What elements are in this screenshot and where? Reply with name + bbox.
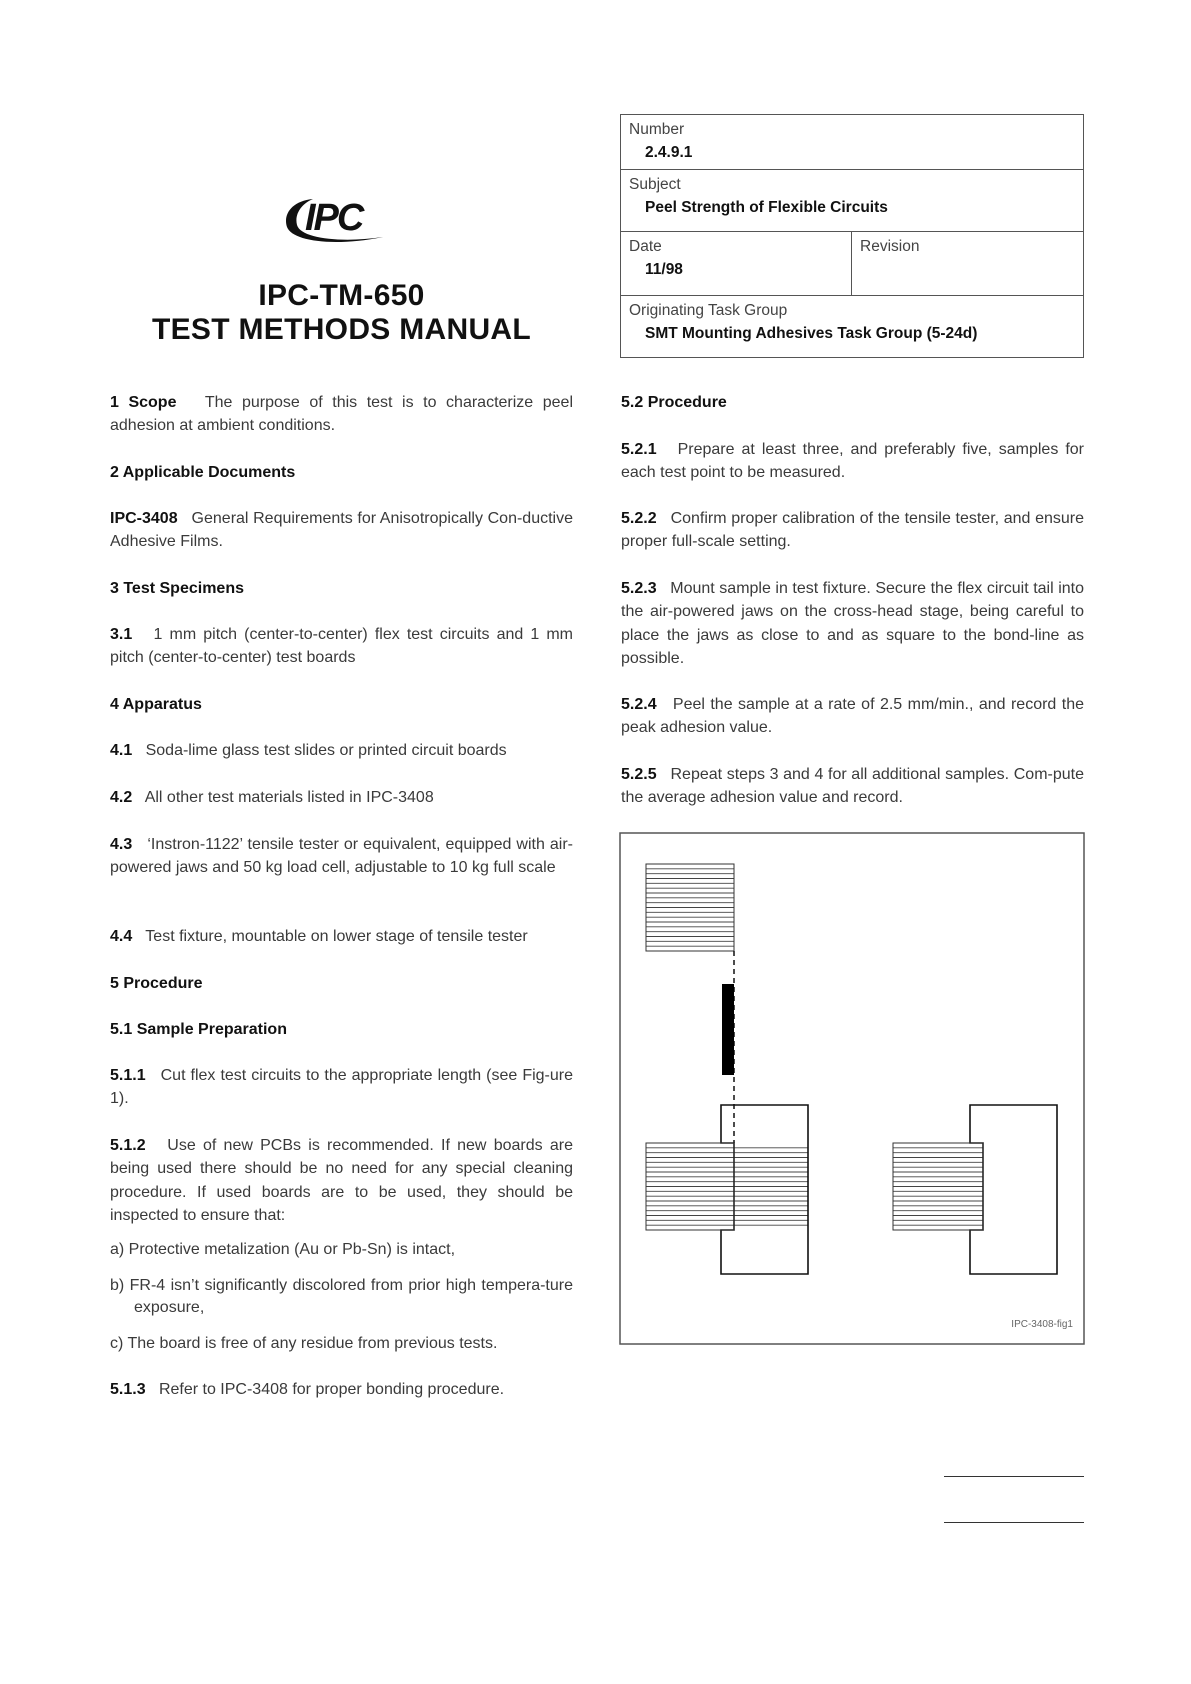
section-number: 5.2.2 (621, 510, 657, 527)
section-text: Cut flex test circuits to the appropriate length (see Fig-ure 1). (110, 1067, 573, 1108)
section-number: 4.2 (110, 789, 133, 806)
section-2-heading: 2 Applicable Documents (110, 464, 296, 481)
section-number: 5.1.2 (110, 1137, 146, 1154)
task-group-label: Originating Task Group (629, 302, 788, 319)
section-5-heading: 5 Procedure (110, 975, 203, 992)
number-value: 2.4.9.1 (645, 144, 693, 161)
footer-rule (944, 1522, 1084, 1523)
section-number: 5.1.1 (110, 1067, 146, 1084)
list-item: b) FR-4 isn’t significantly discolored from prior high tempera-ture exposure, (110, 1277, 573, 1316)
section-text: Soda-lime glass test slides or printed circuit boards (145, 742, 507, 759)
date-label: Date (629, 238, 662, 255)
section-number: 4.1 (110, 742, 133, 759)
section-4-heading: 4 Apparatus (110, 696, 202, 713)
section-number: 4.3 (110, 836, 133, 853)
section-5-2-heading: 5.2 Procedure (621, 394, 727, 411)
document-title: General Requirements for Anisotropically Con-ductive Adhesive Films. (110, 510, 573, 551)
section-text: Use of new PCBs is recommended. If new boards are being used there should be no need for any special cleaning procedure. If used boards are to be used, they should be inspected to ensure that: (110, 1137, 573, 1224)
section-text: Mount sample in test fixture. Secure the flex circuit tail into the air-powered jaws on the cross-head stage, being careful to place the jaws as close to and as square to the bond-line as possible. (621, 580, 1084, 667)
subject-value: Peel Strength of Flexible Circuits (645, 199, 888, 216)
section-number: 5.2.4 (621, 696, 657, 713)
section-number: 4.4 (110, 928, 133, 945)
section-number: 5.1.3 (110, 1381, 146, 1398)
section-number: 1 Scope (110, 394, 177, 411)
section-text: Confirm proper calibration of the tensile tester, and ensure proper full-scale setting. (621, 510, 1085, 551)
section-number: 3.1 (110, 626, 133, 643)
section-text: Peel the sample at a rate of 2.5 mm/min., and record the peak adhesion value. (621, 696, 1084, 737)
date-value: 11/98 (645, 261, 683, 278)
document-number: IPC-3408 (110, 510, 178, 527)
section-text: Refer to IPC-3408 for proper bonding procedure. (158, 1381, 505, 1398)
section-text: 1 mm pitch (center-to-center) flex test circuits and 1 mm pitch (center-to-center) test boards (110, 626, 574, 667)
figure-label: IPC-3408-fig1 (1011, 1319, 1073, 1330)
section-text: Prepare at least three, and preferably five, samples for each test point to be measured. (621, 441, 1084, 482)
section-text: ‘Instron-1122’ tensile tester or equivalent, equipped with air-powered jaws and 50 kg load cell, adjustable to 10 kg full scale (110, 836, 573, 877)
section-text: Repeat steps 3 and 4 for all additional samples. Com-pute the average adhesion value and record. (621, 766, 1084, 807)
list-item: c) The board is free of any residue from previous tests. (110, 1335, 498, 1352)
section-3-heading: 3 Test Specimens (110, 580, 244, 597)
section-number: 5.2.1 (621, 441, 657, 458)
section-text: Test fixture, mountable on lower stage of tensile tester (145, 928, 528, 945)
section-number: 5.2.5 (621, 766, 657, 783)
section-text: The purpose of this test is to characterize peel adhesion at ambient conditions. (110, 394, 573, 435)
figure-frame (620, 833, 1084, 1344)
svg-text:IPC: IPC (305, 197, 363, 239)
section-number: 5.2.3 (621, 580, 657, 597)
task-group-value: SMT Mounting Adhesives Task Group (5-24d) (645, 325, 978, 342)
jaw-bar (722, 984, 734, 1075)
section-5-1-heading: 5.1 Sample Preparation (110, 1021, 287, 1038)
manual-title-line2: TEST METHODS MANUAL (151, 313, 531, 346)
list-item: a) Protective metalization (Au or Pb-Sn) is intact, (110, 1241, 456, 1258)
revision-label: Revision (860, 238, 920, 255)
subject-label: Subject (629, 176, 681, 193)
section-text: All other test materials listed in IPC-3408 (144, 789, 434, 806)
number-label: Number (629, 121, 685, 138)
footer-rule (944, 1476, 1084, 1477)
manual-title-line1: IPC-TM-650 (258, 279, 425, 312)
